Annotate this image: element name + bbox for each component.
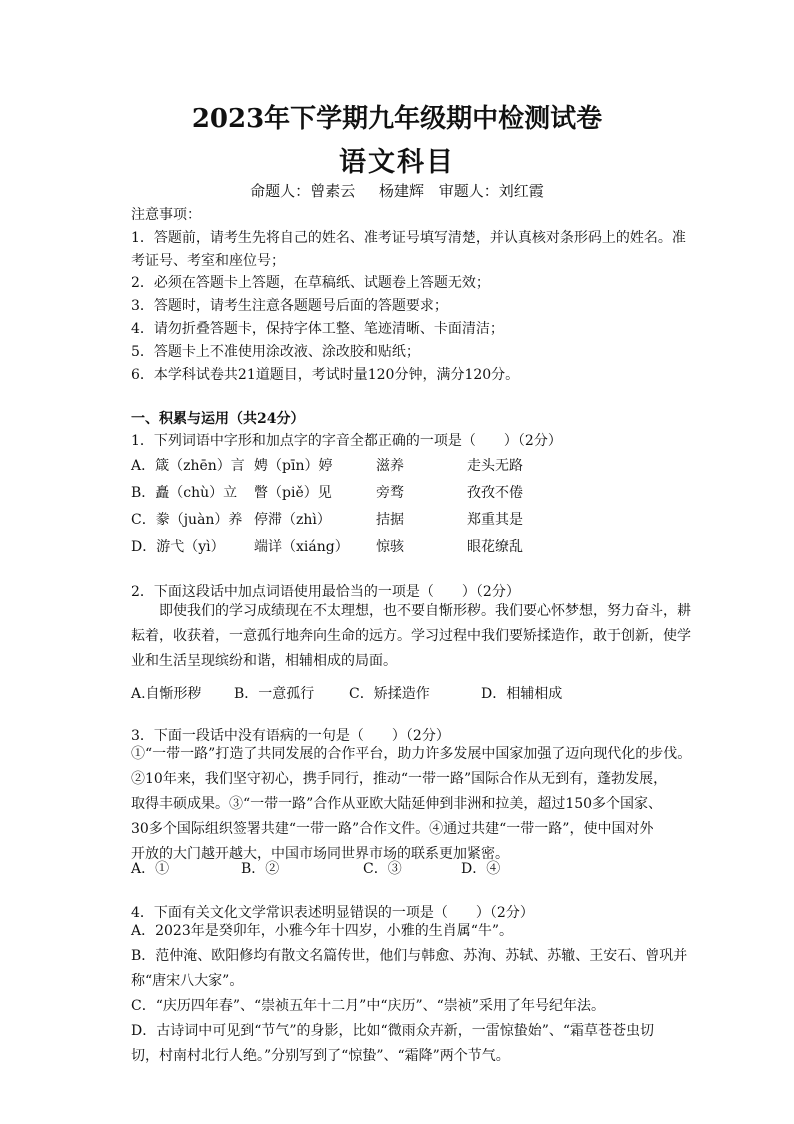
exam-title: 2023年下学期九年级期中检测试卷	[191, 104, 603, 134]
option-word: C．豢（juàn）养	[131, 512, 243, 528]
note-item: 2．必须在答题卡上答题，在草稿纸、试题卷上答题无效；	[131, 275, 490, 291]
option-word: 瞥（piě）见	[254, 485, 332, 501]
option-c: C．矫揉造作	[349, 686, 430, 702]
passage-line: 即使我们的学习成绩现在不太理想，也不要自惭形秽。我们要心怀梦想，努力奋斗，耕	[131, 603, 691, 619]
option-line: C．“庆历四年春”、“崇祯五年十二月”中“庆历”、“崇祯”采用了年号纪年法。	[131, 998, 605, 1014]
passage-line: ①“一带一路”打造了共同发展的合作平台，助力许多发展中国家加强了迈向现代化的步伐。	[131, 746, 692, 762]
section-heading: 一、积累与运用（共24分）	[131, 411, 305, 427]
option-word: 端详（xiáng）	[254, 539, 349, 555]
passage-line: 开放的大门越开越大，中国市场同世界市场的联系更加紧密。	[131, 846, 509, 862]
note-item: 1．答题前，请考生先将自己的姓名、准考证号填写清楚，并认真核对条形码上的姓名。准	[131, 230, 686, 246]
option-word: 拮据	[376, 512, 404, 528]
note-item: 5．答题卡上不准使用涂改液、涂改胶和贴纸；	[131, 344, 420, 360]
passage-line: ②10年来，我们坚守初心，携手同行，推动“一带一路”国际合作从无到有，蓬勃发展，	[131, 771, 668, 787]
option-word: 眼花缭乱	[467, 539, 523, 555]
passage-line: 取得丰硕成果。③“一带一路”合作从亚欧大陆延伸到非洲和拉美，超过150多个国家、	[131, 796, 663, 812]
subject-title: 语文科目	[339, 147, 455, 178]
option-word: 惊骇	[376, 539, 404, 555]
setter-name-2: 杨建辉	[378, 182, 424, 200]
option-word: 停滞（zhì）	[254, 512, 331, 528]
passage-line: 业和生活呈现缤纷和谐，相辅相成的局面。	[131, 653, 397, 669]
option-a: A.自惭形秽	[131, 686, 202, 702]
option-word: 滋养	[376, 458, 404, 474]
option-line: A．2023年是癸卯年，小雅今年十四岁，小雅的生肖属“牛”。	[131, 923, 514, 939]
option-line: D．古诗词中可见到“节气”的身影，比如“微雨众卉新，一雷惊蛰始”、“霜草苍苍虫切	[131, 1023, 655, 1039]
option-word: 孜孜不倦	[467, 485, 523, 501]
reviewer-label: 审题人：	[438, 182, 499, 200]
option-word: A．箴（zhēn）言	[131, 458, 245, 474]
option-line: 称“唐宋八大家”。	[131, 973, 244, 989]
notes-heading: 注意事项：	[131, 207, 201, 223]
option-word: 旁骛	[376, 485, 404, 501]
question-4-stem: 4．下面有关文化文学常识表述明显错误的一项是（ ）（2分）	[131, 905, 534, 921]
option-c: C．③	[363, 861, 402, 877]
note-item: 4．请勿折叠答题卡，保持字体工整、笔迹清晰、卡面清洁；	[131, 321, 504, 337]
note-item: 3．答题时，请考生注意各题题号后面的答题要求；	[131, 298, 448, 314]
option-b: B．②	[241, 861, 280, 877]
note-item: 6．本学科试卷共21道题目，考试时量120分钟，满分120分。	[131, 367, 520, 383]
note-item: 考证号、考室和座位号；	[131, 253, 285, 269]
passage-line: 耘着，收获着，一意孤行地奔向生命的远方。学习过程中我们要矫揉造作，敢于创新，使学	[131, 628, 691, 644]
question-2-passage	[131, 599, 691, 674]
question-2-stem: 2．下面这段话中加点词语使用最恰当的一项是（ ）（2分）	[131, 584, 520, 600]
passage-line: 30多个国际组织签署共建“一带一路”合作文件。④通过共建“一带一路”，使中国对外	[131, 821, 654, 837]
question-4-options	[131, 919, 688, 1069]
setter-name-1: 曾素云	[310, 182, 356, 200]
option-word: 娉（pīn）婷	[254, 458, 333, 474]
option-word: B．矗（chù）立	[131, 485, 238, 501]
option-word: D．游弋（yì）	[131, 539, 225, 555]
option-d: D．④	[461, 861, 501, 877]
option-word: 郑重其是	[467, 512, 523, 528]
question-3-stem: 3．下面一段话中没有语病的一句是（ ）（2分）	[131, 728, 450, 744]
option-d: D．相辅相成	[481, 686, 563, 702]
author-line	[0, 180, 794, 201]
question-3-passage	[131, 742, 692, 867]
option-line: 切，村南村北行人绝。”分别写到了“惊蛰”、“霜降”两个节气。	[131, 1048, 510, 1064]
reviewer-name: 刘红霞	[498, 182, 544, 200]
option-word: 走头无路	[467, 458, 523, 474]
question-1-stem: 1．下列词语中字形和加点字的字音全都正确的一项是（ ）（2分）	[131, 433, 562, 449]
option-b: B．一意孤行	[234, 686, 315, 702]
option-line: B．范仲淹、欧阳修均有散文名篇传世，他们与韩愈、苏洵、苏轼、苏辙、王安石、曾巩并	[131, 948, 688, 964]
setter-label: 命题人：	[250, 182, 311, 200]
option-a: A．①	[131, 861, 170, 877]
